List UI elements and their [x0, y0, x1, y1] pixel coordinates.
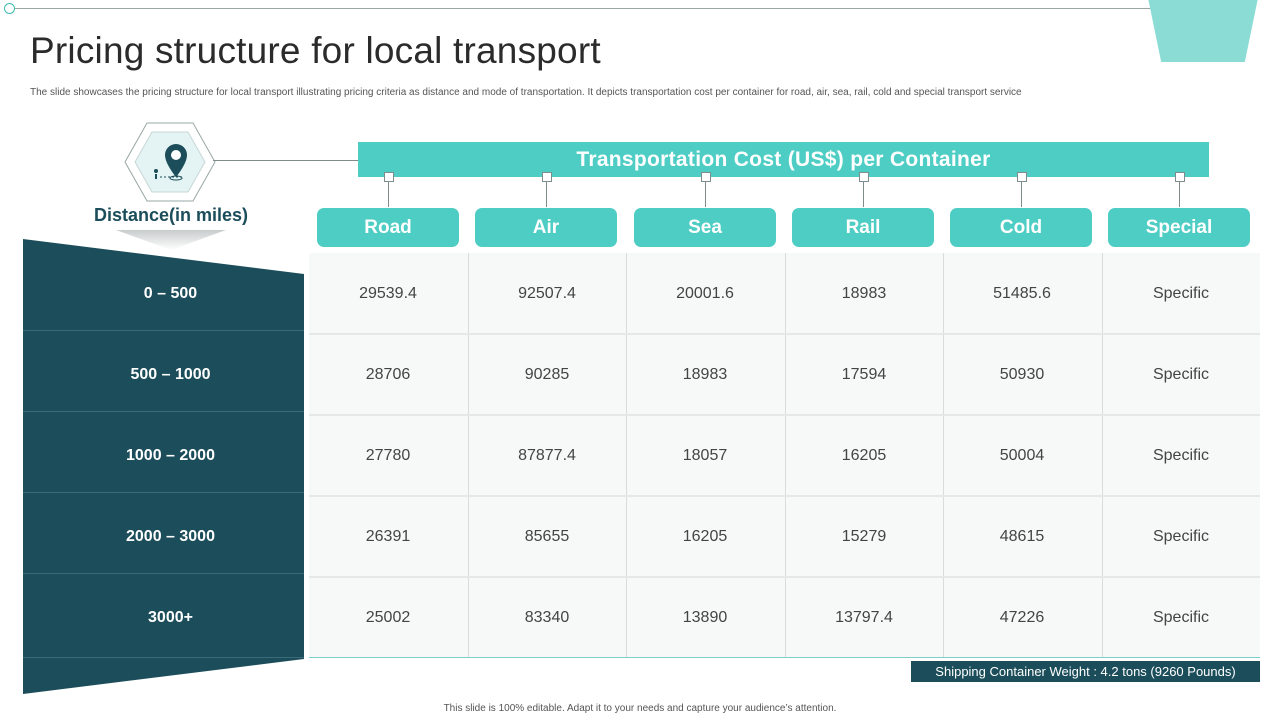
- connector-node: [859, 172, 869, 182]
- column-header-sea: Sea: [634, 208, 776, 247]
- top-rule-dot: [4, 3, 15, 14]
- row-divider: [309, 495, 1260, 497]
- column-header-road: Road: [317, 208, 459, 247]
- table-cell: 29539.4: [359, 285, 417, 302]
- corner-decoration: [1148, 0, 1258, 62]
- column-header-rail: Rail: [792, 208, 934, 247]
- row-divider: [309, 414, 1260, 416]
- table-cell: 87877.4: [518, 447, 576, 464]
- hex-connector-line: [213, 160, 359, 161]
- table-cell: 13890: [682, 609, 728, 626]
- distance-arrow: [116, 230, 226, 250]
- column-header-special: Special: [1108, 208, 1250, 247]
- connector-node: [1017, 172, 1027, 182]
- column-header-cold: Cold: [950, 208, 1092, 247]
- band-separator: [23, 411, 304, 412]
- table-cell: 18983: [841, 285, 887, 302]
- table-cell: 18983: [682, 366, 728, 383]
- distance-row-label: 3000+: [148, 609, 193, 626]
- band-separator: [23, 573, 304, 574]
- row-divider: [309, 576, 1260, 578]
- table-cell: 20001.6: [676, 285, 734, 302]
- container-weight-note: Shipping Container Weight : 4.2 tons (9260 Pounds): [911, 661, 1260, 682]
- table-cell: 27780: [365, 447, 411, 464]
- table-cell: 18057: [682, 447, 728, 464]
- band-separator: [23, 657, 304, 658]
- table-cell: 16205: [841, 447, 887, 464]
- distance-label: Distance(in miles): [93, 205, 249, 225]
- table-cell: 48615: [999, 528, 1045, 545]
- table-cell: 51485.6: [993, 285, 1051, 302]
- table-cell: 92507.4: [518, 285, 576, 302]
- table-cell: 17594: [841, 366, 887, 383]
- row-divider: [309, 333, 1260, 335]
- table-cell: 83340: [524, 609, 570, 626]
- distance-row-label: 1000 – 2000: [126, 447, 215, 464]
- distance-row-label: 0 – 500: [143, 285, 198, 302]
- table-cell: 25002: [365, 609, 411, 626]
- column-header-air: Air: [475, 208, 617, 247]
- distance-row-label: 2000 – 3000: [126, 528, 215, 545]
- connector-node: [542, 172, 552, 182]
- connector-node: [1175, 172, 1185, 182]
- band-separator: [23, 330, 304, 331]
- editable-note: This slide is 100% editable. Adapt it to your needs and capture your audience’s attention.: [443, 703, 837, 714]
- top-rule: [12, 8, 1152, 9]
- connector-node: [384, 172, 394, 182]
- table-cell: 28706: [365, 366, 411, 383]
- table-cell: 16205: [682, 528, 728, 545]
- table-cell: 85655: [524, 528, 570, 545]
- table-cell: Specific: [1152, 285, 1210, 302]
- table-cell: 90285: [524, 366, 570, 383]
- table-cell: 26391: [365, 528, 411, 545]
- table-cell: Specific: [1152, 447, 1210, 464]
- connector-node: [701, 172, 711, 182]
- table-cell: 50930: [999, 366, 1045, 383]
- table-cell: Specific: [1152, 366, 1210, 383]
- table-cell: 47226: [999, 609, 1045, 626]
- band-separator: [23, 492, 304, 493]
- table-bottom-rule: [309, 657, 1260, 658]
- location-pin-icon: [124, 122, 216, 202]
- table-cell: 50004: [999, 447, 1045, 464]
- table-cell: 13797.4: [835, 609, 893, 626]
- page-title: Pricing structure for local transport: [30, 30, 601, 71]
- table-cell: Specific: [1152, 609, 1210, 626]
- page-subtitle: The slide showcases the pricing structure for local transport illustrating pricing criteria as distance and mode of transportation. It depicts transportation cost per container for road, air, sea, rail, cold and special transport service: [30, 87, 1022, 98]
- cost-group-header: Transportation Cost (US$) per Container: [358, 142, 1209, 177]
- table-cell: Specific: [1152, 528, 1210, 545]
- table-cell: 15279: [841, 528, 887, 545]
- distance-row-label: 500 – 1000: [130, 366, 211, 383]
